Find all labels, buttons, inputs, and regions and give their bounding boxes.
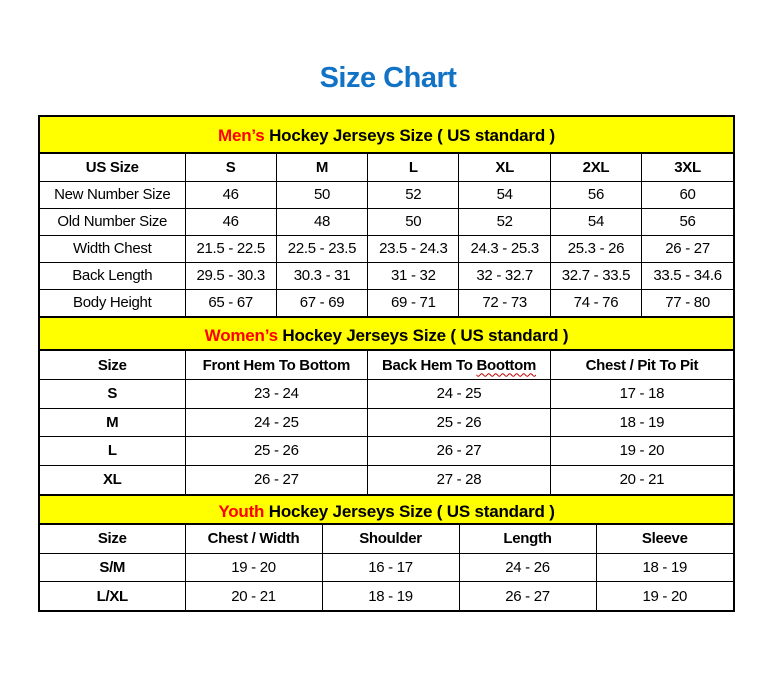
column-header: M (276, 154, 367, 181)
column-header: S (185, 154, 276, 181)
column-header: Front Hem To Bottom (185, 351, 368, 380)
row-label: Old Number Size (40, 208, 185, 235)
cell: 23 - 24 (185, 380, 368, 409)
cell: 54 (550, 208, 641, 235)
cell: 25 - 26 (185, 437, 368, 466)
cell: 22.5 - 23.5 (276, 235, 367, 262)
cell: 18 - 19 (322, 582, 459, 611)
youth-header-row (40, 525, 733, 554)
womens-section-heading-rest: Hockey Jerseys Size ( US standard ) (277, 326, 569, 345)
cell: 24 - 25 (368, 380, 551, 409)
table-row (40, 582, 733, 611)
cell: 23.5 - 24.3 (368, 235, 459, 262)
mens-section-highlight: Men’s (218, 126, 265, 145)
cell: 30.3 - 31 (276, 262, 367, 289)
cell: 48 (276, 208, 367, 235)
cell: 72 - 73 (459, 289, 550, 316)
column-header: L (368, 154, 459, 181)
youth-section-highlight: Youth (218, 501, 265, 521)
mens-section-heading-rest: Hockey Jerseys Size ( US standard ) (264, 126, 555, 145)
cell: 31 - 32 (368, 262, 459, 289)
cell: 29.5 - 30.3 (185, 262, 276, 289)
cell: 24 - 26 (459, 553, 596, 582)
cell: 26 - 27 (185, 465, 368, 494)
table-row (40, 289, 733, 316)
cell: 20 - 21 (550, 465, 733, 494)
table-row (40, 235, 733, 262)
cell: 52 (368, 181, 459, 208)
table-row (40, 380, 733, 409)
youth-section-header (40, 494, 733, 525)
row-label: Width Chest (40, 235, 185, 262)
column-header: XL (459, 154, 550, 181)
cell: 50 (276, 181, 367, 208)
table-row (40, 181, 733, 208)
cell: 52 (459, 208, 550, 235)
cell: 56 (642, 208, 733, 235)
size-chart-container (38, 115, 735, 612)
cell: 24.3 - 25.3 (459, 235, 550, 262)
row-label: L/XL (40, 582, 185, 611)
cell: 18 - 19 (550, 408, 733, 437)
cell: 26 - 27 (459, 582, 596, 611)
column-header: Size (40, 351, 185, 380)
row-label: S/M (40, 553, 185, 582)
cell: 32.7 - 33.5 (550, 262, 641, 289)
cell: 25 - 26 (368, 408, 551, 437)
cell: 27 - 28 (368, 465, 551, 494)
cell: 18 - 19 (596, 553, 733, 582)
cell: 16 - 17 (322, 553, 459, 582)
row-label: S (40, 380, 185, 409)
column-header: 2XL (550, 154, 641, 181)
cell: 19 - 20 (596, 582, 733, 611)
column-header (368, 351, 551, 380)
cell: 33.5 - 34.6 (642, 262, 733, 289)
cell: 50 (368, 208, 459, 235)
column-header: Length (459, 525, 596, 554)
cell: 21.5 - 22.5 (185, 235, 276, 262)
column-header: Size (40, 525, 185, 554)
cell: 74 - 76 (550, 289, 641, 316)
cell: 69 - 71 (368, 289, 459, 316)
cell: 25.3 - 26 (550, 235, 641, 262)
cell: 65 - 67 (185, 289, 276, 316)
mens-size-table (40, 154, 733, 316)
cell: 19 - 20 (185, 553, 322, 582)
table-row (40, 553, 733, 582)
cell: 20 - 21 (185, 582, 322, 611)
column-header: US Size (40, 154, 185, 181)
page-title: Size Chart (319, 62, 457, 94)
cell: 26 - 27 (368, 437, 551, 466)
cell: 67 - 69 (276, 289, 367, 316)
table-row (40, 465, 733, 494)
cell: 77 - 80 (642, 289, 733, 316)
table-row (40, 408, 733, 437)
womens-section-highlight: Women’s (204, 326, 278, 345)
cell: 46 (185, 181, 276, 208)
table-row (40, 437, 733, 466)
youth-size-table (40, 525, 733, 611)
row-label: XL (40, 465, 185, 494)
youth-section-heading-rest: Hockey Jerseys Size ( US standard ) (264, 501, 555, 521)
misspelled-word: Boottom (476, 356, 537, 374)
column-header: Chest / Pit To Pit (550, 351, 733, 380)
row-label: New Number Size (40, 181, 185, 208)
womens-header-row (40, 351, 733, 380)
cell: 19 - 20 (550, 437, 733, 466)
cell: 60 (642, 181, 733, 208)
row-label: Body Height (40, 289, 185, 316)
cell: 46 (185, 208, 276, 235)
column-header: Shoulder (322, 525, 459, 554)
table-row (40, 262, 733, 289)
mens-header-row (40, 154, 733, 181)
cell: 54 (459, 181, 550, 208)
cell: 56 (550, 181, 641, 208)
column-header: Sleeve (596, 525, 733, 554)
mens-section-header (40, 117, 733, 154)
column-header: 3XL (642, 154, 733, 181)
cell: 26 - 27 (642, 235, 733, 262)
back-hem-prefix: Back Hem To (381, 356, 477, 374)
womens-section-header (40, 316, 733, 351)
row-label: L (40, 437, 185, 466)
cell: 24 - 25 (185, 408, 368, 437)
row-label: Back Length (40, 262, 185, 289)
table-row (40, 208, 733, 235)
cell: 32 - 32.7 (459, 262, 550, 289)
row-label: M (40, 408, 185, 437)
column-header: Chest / Width (185, 525, 322, 554)
cell: 17 - 18 (550, 380, 733, 409)
womens-size-table (40, 351, 733, 494)
